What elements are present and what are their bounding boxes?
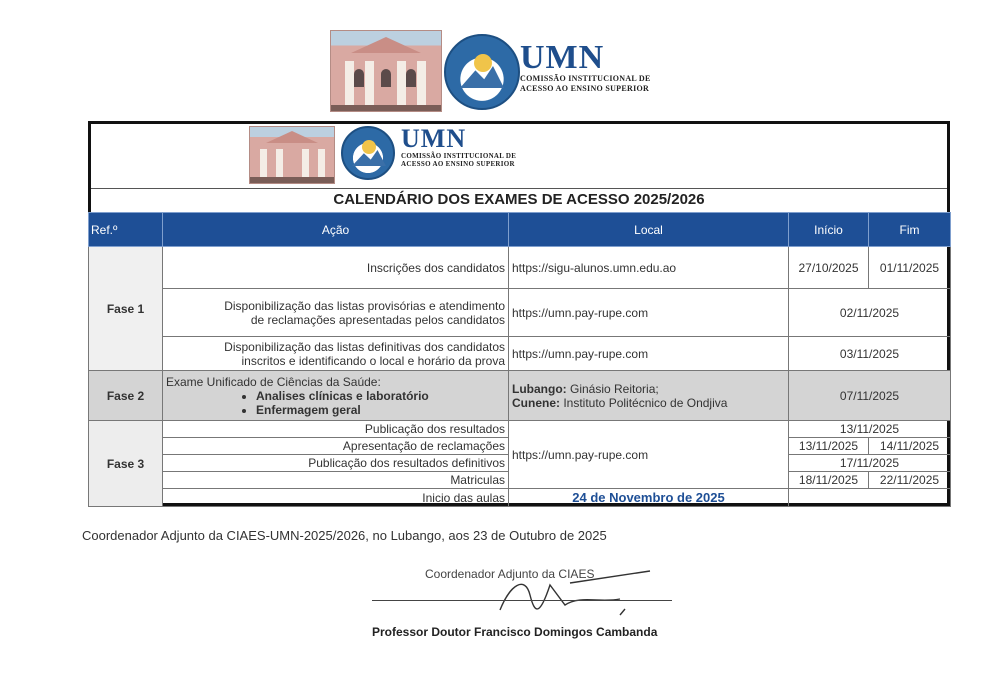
action-cell: Matriculas: [163, 472, 509, 489]
location-cell: [509, 371, 789, 421]
document-header: [330, 30, 670, 112]
action-cell: Inicio das aulas: [163, 489, 509, 507]
action-cell: [163, 371, 509, 421]
column-header-inicio: Início: [789, 213, 869, 247]
start-date-cell: 18/11/2025: [789, 472, 869, 489]
empty-cell: [789, 489, 951, 507]
brand-name: UMN: [520, 39, 605, 76]
list-item: • Enfermagem geral: [256, 403, 505, 417]
table-header-row: [89, 213, 951, 247]
location-label: Lubango:: [512, 381, 567, 396]
brand-name: UMN: [401, 124, 467, 153]
column-header-fim: Fim: [869, 213, 951, 247]
action-cell: Publicação dos resultados definitivos: [163, 455, 509, 472]
classes-start-date: 24 de Novembro de 2025: [509, 489, 789, 507]
brand-block: [520, 39, 651, 94]
exam-calendar-table: [88, 212, 951, 507]
action-line: Disponibilização das listas provisórias e atendimento: [224, 298, 505, 313]
phase-label: Fase 1: [89, 247, 163, 371]
list-item: • Analises clínicas e laboratório: [256, 389, 505, 403]
column-header-acao: Ação: [163, 213, 509, 247]
brand-subtitle-2: ACESSO AO ENSINO SUPERIOR: [520, 84, 650, 93]
table-row: [89, 247, 951, 289]
action-line: Exame Unificado de Ciências da Saúde:: [166, 374, 381, 389]
end-date-cell: 14/11/2025: [869, 438, 951, 455]
action-line: inscritos e identificando o local e horário da prova: [241, 353, 505, 368]
location-value: Instituto Politécnico de Ondjiva: [560, 395, 728, 410]
action-cell: Publicação dos resultados: [163, 421, 509, 438]
brand-subtitle-1: COMISSÃO INSTITUCIONAL DE: [401, 152, 517, 160]
calendar-document: [88, 121, 950, 506]
start-date-cell: 27/10/2025: [789, 247, 869, 289]
document-title: CALENDÁRIO DOS EXAMES DE ACESSO 2025/2026: [91, 188, 947, 211]
date-cell: 17/11/2025: [789, 455, 951, 472]
column-header-ref: Ref.º: [89, 213, 163, 247]
location-cell: https://umn.pay-rupe.com: [509, 289, 789, 337]
action-cell: [163, 337, 509, 371]
date-cell: 02/11/2025: [789, 289, 951, 337]
university-building-icon: [330, 30, 442, 112]
location-value: Ginásio Reitoria;: [566, 381, 659, 396]
table-row: [89, 421, 951, 438]
end-date-cell: 22/11/2025: [869, 472, 951, 489]
university-seal-icon: [341, 126, 395, 180]
location-label: Cunene:: [512, 395, 560, 410]
table-row: [89, 337, 951, 371]
signature-statement: Coordenador Adjunto da CIAES-UMN-2025/2026, no Lubango, aos 23 de Outubro de 2025: [82, 528, 607, 543]
exam-list: [166, 389, 505, 417]
start-date-cell: 13/11/2025: [789, 438, 869, 455]
university-seal-icon: [444, 34, 520, 110]
action-cell: Apresentação de reclamações: [163, 438, 509, 455]
handwritten-signature-icon: [470, 565, 670, 620]
university-building-icon: [249, 126, 335, 184]
inner-header: [91, 124, 947, 188]
brand-subtitle-2: ACESSO AO ENSINO SUPERIOR: [401, 160, 515, 168]
signatory-name: Professor Doutor Francisco Domingos Cambanda: [372, 625, 658, 639]
location-cell: https://sigu-alunos.umn.edu.ao: [509, 247, 789, 289]
action-line: de reclamações apresentadas pelos candidatos: [250, 312, 505, 327]
date-cell: 07/11/2025: [789, 371, 951, 421]
signer-role: Coordenador Adjunto da CIAES: [425, 567, 595, 581]
signature-line: [372, 600, 672, 601]
location-cell: https://umn.pay-rupe.com: [509, 421, 789, 489]
phase-label: Fase 3: [89, 421, 163, 507]
column-header-local: Local: [509, 213, 789, 247]
date-cell: 13/11/2025: [789, 421, 951, 438]
brand-block: [401, 126, 516, 168]
end-date-cell: 01/11/2025: [869, 247, 951, 289]
table-row: [89, 489, 951, 507]
action-cell: Inscrições dos candidatos: [163, 247, 509, 289]
action-cell: [163, 289, 509, 337]
table-row: [89, 289, 951, 337]
date-cell: 03/11/2025: [789, 337, 951, 371]
table-row: [89, 371, 951, 421]
action-line: Disponibilização das listas definitivas dos candidatos: [224, 339, 505, 354]
brand-subtitle-1: COMISSÃO INSTITUCIONAL DE: [520, 74, 651, 83]
phase-label: Fase 2: [89, 371, 163, 421]
location-cell: https://umn.pay-rupe.com: [509, 337, 789, 371]
